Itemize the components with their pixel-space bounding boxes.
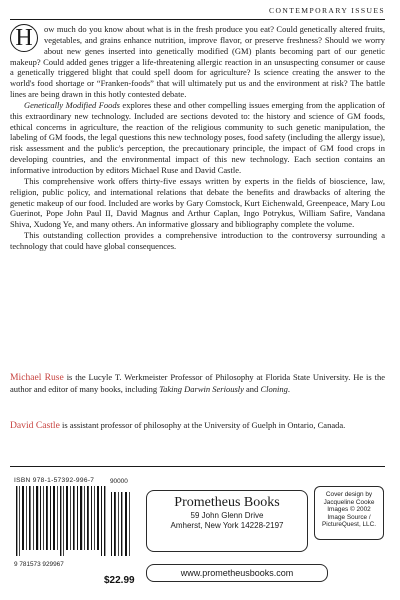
author-name: David Castle [10, 420, 60, 431]
barcode-addon: 90000 [110, 478, 128, 485]
barcode-bars [14, 486, 132, 556]
closing-paragraph: This outstanding collection provides a comprehensive introduction to the controversy surrounding a technology that could have global consequences. [10, 230, 385, 251]
series-label: CONTEMPORARY ISSUES [269, 6, 385, 15]
bottom-rule [10, 466, 385, 467]
barcode-digits: 9 781573 929967 [14, 561, 64, 568]
author-name: Michael Ruse [10, 372, 64, 383]
top-rule [10, 19, 385, 20]
price: $22.99 [104, 575, 135, 586]
cover-credit: Cover design by Jacqueline Cooke Images © 2002 Image Source / PictureQuest, LLC. [314, 486, 384, 540]
author-bio-castle: David Castle is assistant professor of philosophy at the University of Guelph in Ontario, Canada. [10, 420, 346, 431]
author-bio-ruse: Michael Ruse is the Lucyle T. Werkmeister Professor of Philosophy at Florida State University. He is the author and editor of many books, including Taking Darwin Seriously and Cloning. [10, 372, 385, 394]
barcode [14, 477, 132, 568]
publisher-website: www.prometheusbooks.com [146, 564, 328, 582]
blurb-body [10, 24, 385, 252]
contributors-paragraph: This comprehensive work offers thirty-five essays written by experts in the fields of bioscience, law, religion, public policy, and international relations that debate the benefits and drawbacks of altering the genetic makeup of our food. Included are works by Gary Comstock, Kurt Eichenwald, Greenpeace, Mary Lou Guerinot, Pope John Paul II, David Magnus and Arthur Caplan, Ingo Potrykus, William Safire, Vandana Shiva, Xudong Ye, and many others. An informative glossary and bibliography complete the volume. [10, 175, 385, 230]
isbn-text: ISBN 978-1-57392-996-7 [14, 477, 95, 484]
intro-paragraph: ow much do you know about what is in the fresh produce you eat? Could genetically altered fruits, vegetables, and grains enhance nutrition, improve flavor, or preserve freshness? Should we worry about new genes inserted into genetically modified (GM) plants becoming part of our genetic makeup? Could added genes trigger a life-threatening allergic reaction in an unsuspecting consumer or cause a genetically triggered blight that could spell doom for agriculture? Is science creating the answer to the world's food shortage or “Franken-foods” that will ultimately put us and the environment at risk? The battle lines are being drawn in this hotly contested debate. [10, 24, 385, 100]
publisher-box [146, 490, 308, 552]
drop-cap: H [10, 24, 38, 52]
publisher-address-2: Amherst, New York 14228-2197 [170, 521, 284, 530]
publisher-address-1: 59 John Glenn Drive [190, 511, 264, 520]
overview-paragraph: Genetically Modified Foods explores these and other compelling issues emerging from the application of this extraordinary new technology. Included are sections devoted to: the history and science of GM foods, ethical concerns in agriculture, the reaction of the religious community to such genetic manipulation, the labeling of GM foods, the legal questions this new technology poses, food safety (including the allergy issue), risk assessment and the public's perception, the precautionary principle, the impact of GM food crops in developing countries, and the environmental impact of this new technology. Each section contains an informative introduction by editors Michael Ruse and David Castle. [10, 99, 385, 175]
publisher-name: Prometheus Books [174, 495, 280, 510]
book-title: Genetically Modified Foods [24, 99, 120, 110]
